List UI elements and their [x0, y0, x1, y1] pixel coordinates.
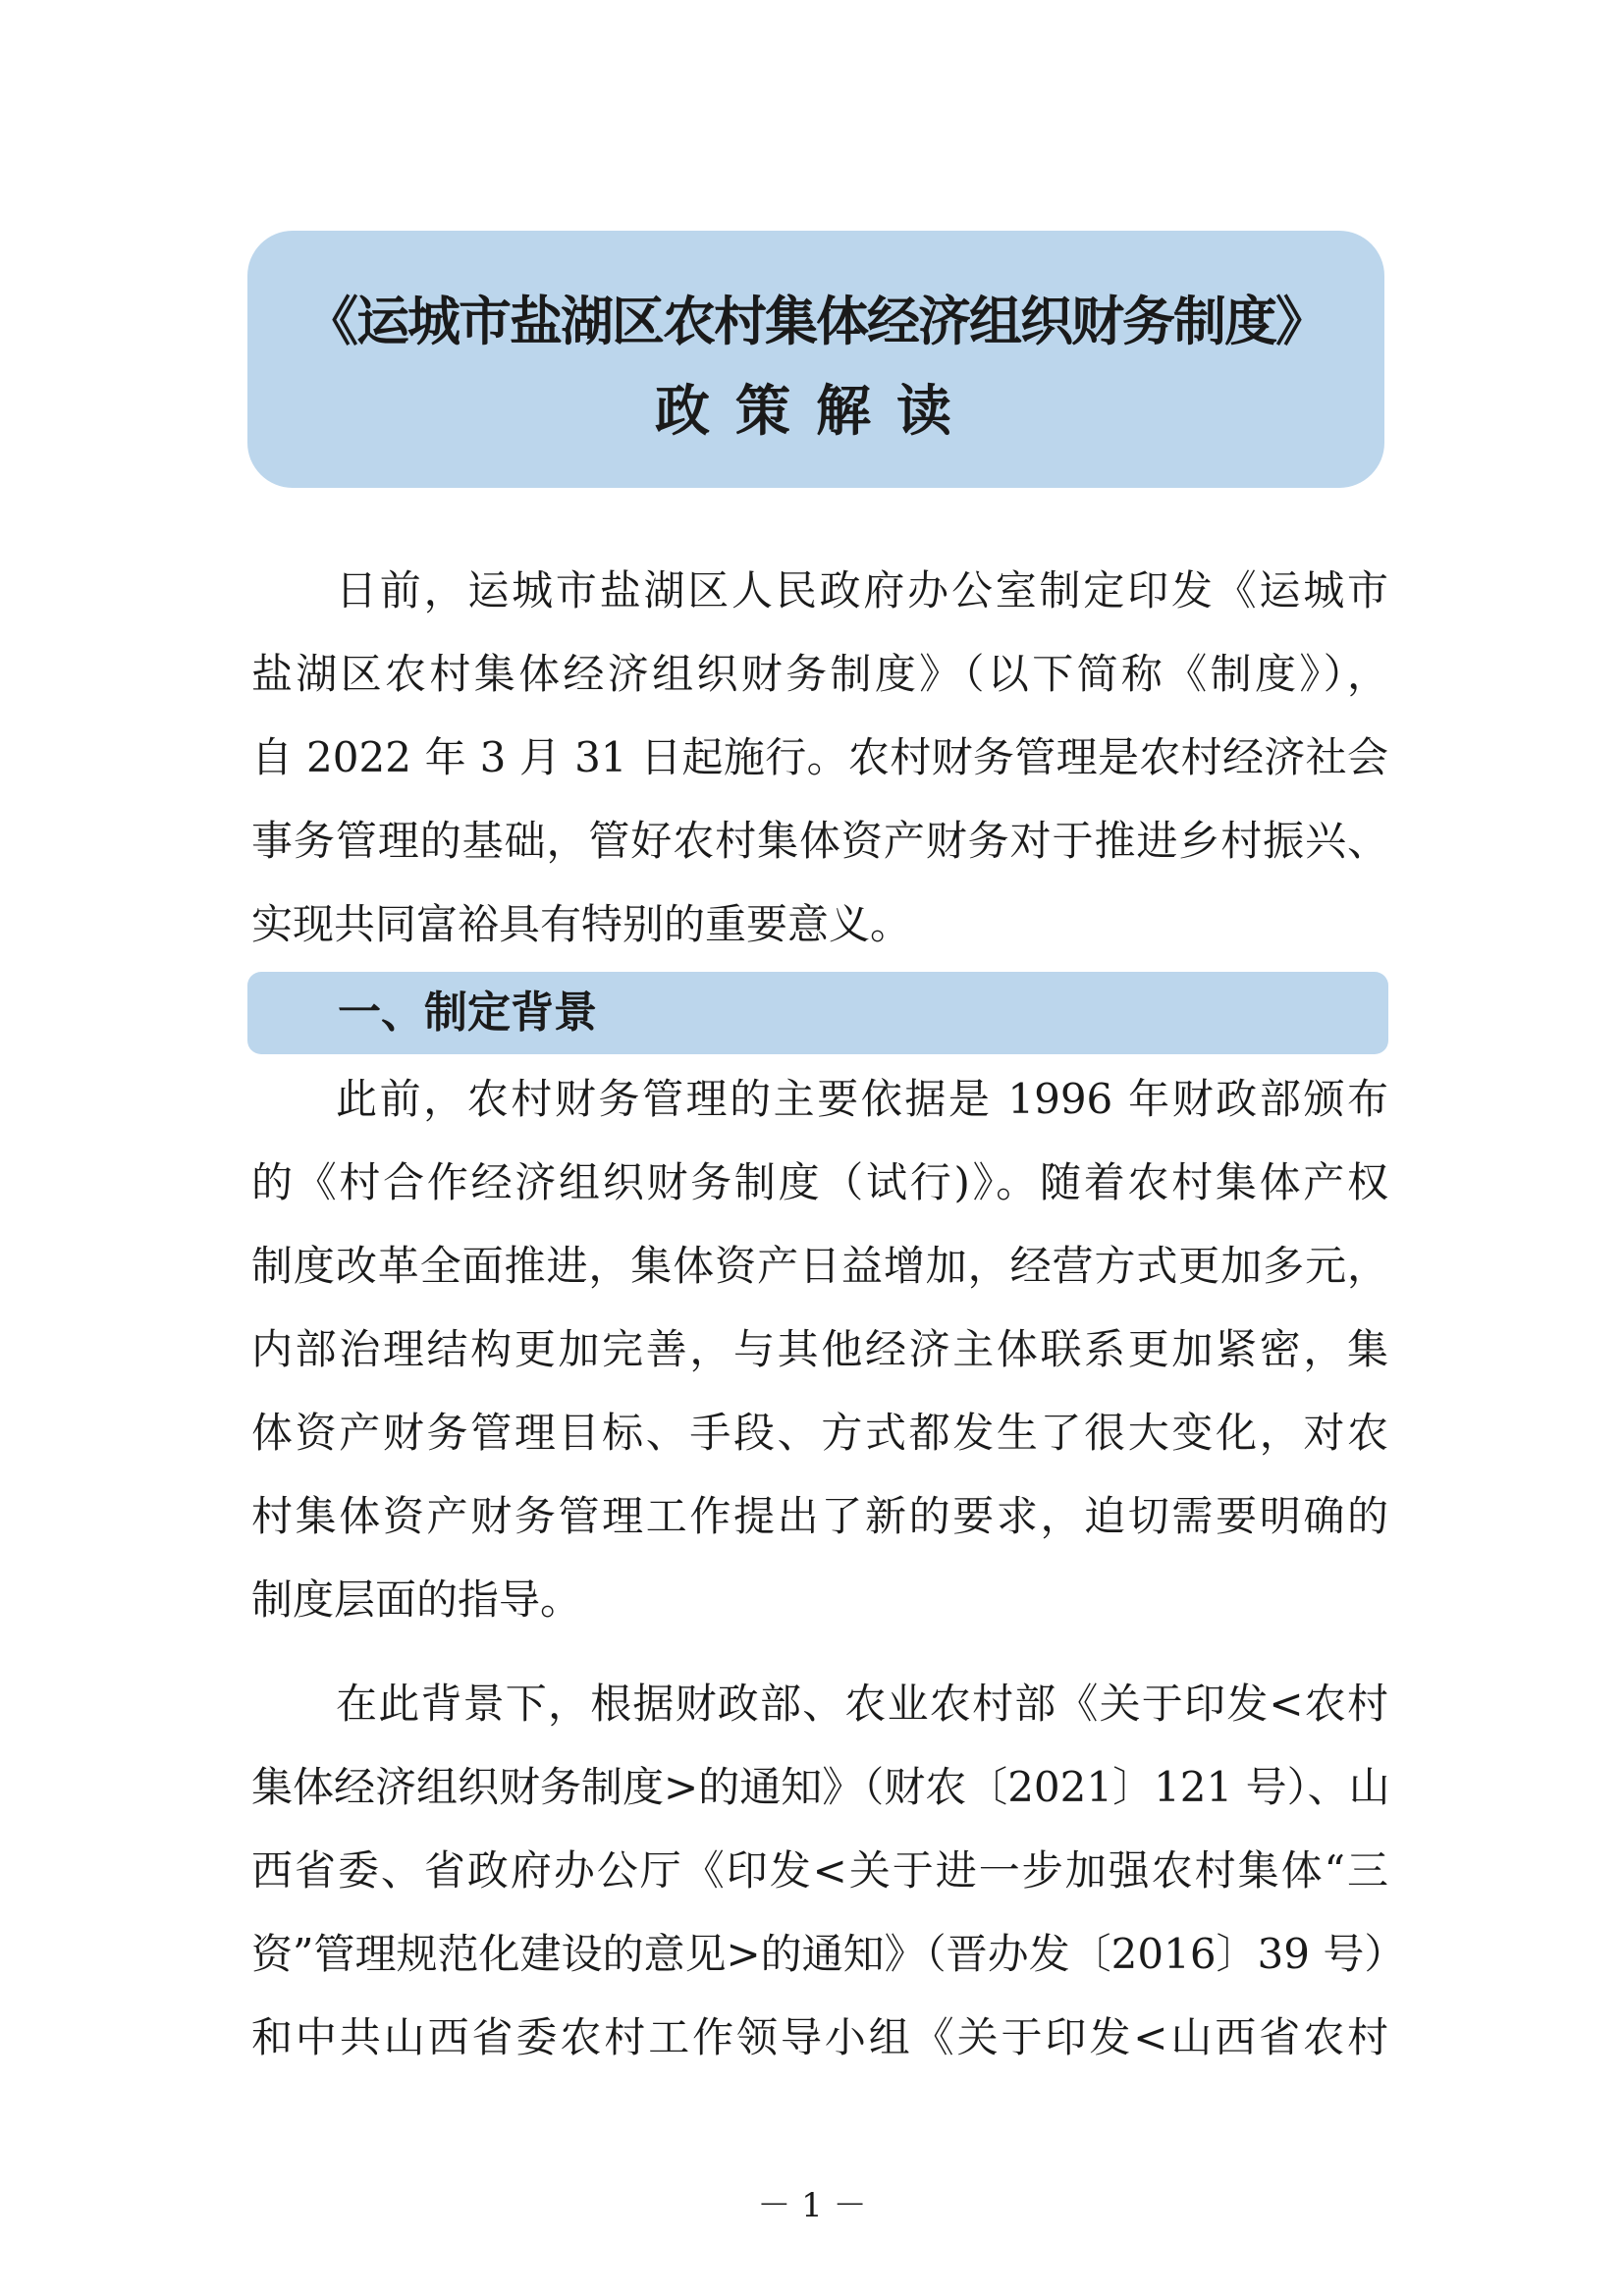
body-line: 制度层面的指导。 — [251, 1575, 582, 1624]
body-line: 在此背景下，根据财政部、农业农村部《关于印发<农村 — [336, 1680, 1388, 1728]
intro-line: 盐湖区农村集体经济组织财务制度》（以下简称《制度》）， — [251, 650, 1388, 698]
body-line: 资”管理规范化建设的意见>的通知》（晋办发〔2016〕39 号） — [251, 1930, 1406, 1978]
document-subtitle: 政策解读 — [655, 380, 977, 444]
intro-line: 实现共同富裕具有特别的重要意义。 — [251, 900, 912, 948]
intro-line: 自 2022 年 3 月 31 日起施行。农村财务管理是农村经济社会 — [251, 733, 1388, 781]
body-line: 西省委、省政府办公厅《印发<关于进一步加强农村集体“三 — [251, 1846, 1388, 1895]
body-line: 集体经济组织财务制度>的通知》（财农〔2021〕121 号）、山 — [251, 1763, 1390, 1811]
body-line: 此前，农村财务管理的主要依据是 1996 年财政部颁布 — [336, 1075, 1388, 1123]
intro-line: 事务管理的基础，管好农村集体资产财务对于推进乡村振兴、 — [251, 817, 1388, 865]
document-title: 《运城市盐湖区农村集体经济组织财务制度》 — [305, 291, 1326, 352]
section-heading: 一、制定背景 — [338, 988, 597, 1038]
body-line: 的《村合作经济组织财务制度（试行)》。随着农村集体产权 — [251, 1158, 1388, 1206]
body-line: 村集体资产财务管理工作提出了新的要求，迫切需要明确的 — [251, 1492, 1388, 1540]
body-line: 和中共山西省委农村工作领导小组《关于印发<山西省农村 — [251, 2013, 1388, 2061]
body-line: 内部治理结构更加完善，与其他经济主体联系更加紧密，集 — [251, 1325, 1388, 1373]
page-number: － 1 － — [757, 2186, 867, 2225]
body-line: 制度改革全面推进，集体资产日益增加，经营方式更加多元， — [251, 1242, 1388, 1290]
title-banner — [247, 231, 1384, 488]
body-line: 体资产财务管理目标、手段、方式都发生了很大变化，对农 — [251, 1409, 1388, 1457]
section-heading-banner — [247, 972, 1388, 1054]
intro-line: 日前，运城市盐湖区人民政府办公室制定印发《运城市 — [336, 566, 1388, 614]
